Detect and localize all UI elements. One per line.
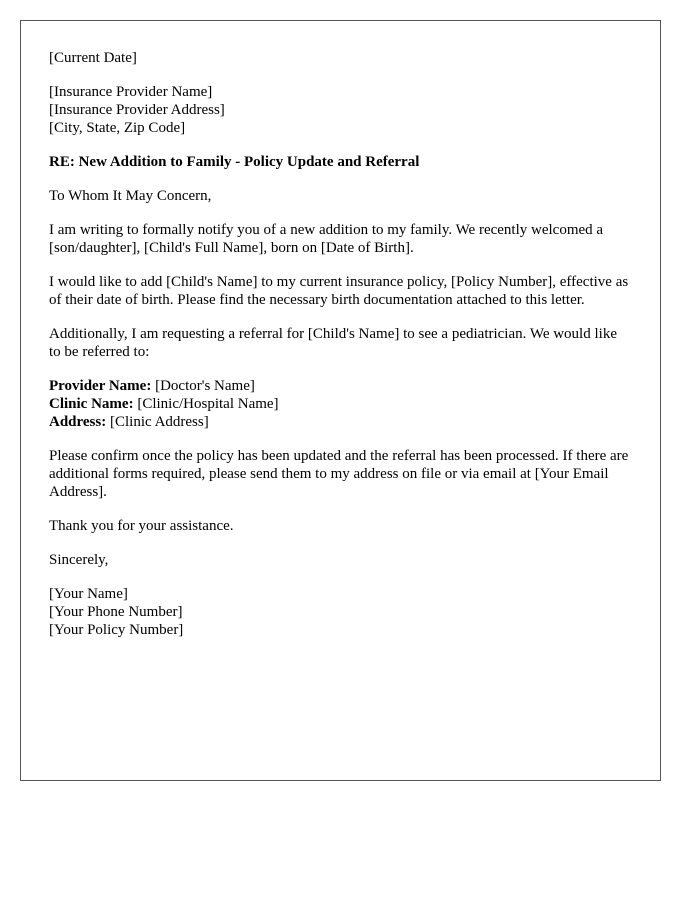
recipient-name: [Insurance Provider Name] (49, 84, 213, 100)
clinic-address-label: Address: (49, 414, 107, 430)
paragraph-notification: I am writing to formally notify you of a new addition to my family. We recently welcomed a [son/daughter], [Child's Full Name], born on [Date of Birth]. (49, 222, 604, 256)
closing: Sincerely, (49, 552, 109, 568)
paragraph-thanks: Thank you for your assistance. (49, 518, 234, 534)
paragraph-policy-addition: I would like to add [Child's Name] to my current insurance policy, [Policy Number], effective as of their date of birth. Please find the necessary birth documentation attached to this letter. (49, 274, 629, 308)
paragraph-confirmation: Please confirm once the policy has been updated and the referral has been processed. If there are additional forms required, please send them to my address on file or via email at [Your Email Address]. (49, 448, 629, 500)
provider-name-value: [Doctor's Name] (151, 378, 255, 394)
provider-name-label: Provider Name: (49, 378, 152, 394)
paragraph-referral-request: Additionally, I am requesting a referral for [Child's Name] to see a pediatrician. We would like to be referred to: (49, 326, 617, 360)
signature-policy-number: [Your Policy Number] (49, 622, 184, 638)
salutation: To Whom It May Concern, (49, 188, 212, 204)
recipient-city-state-zip: [City, State, Zip Code] (49, 120, 186, 136)
clinic-address-value: [Clinic Address] (106, 414, 209, 430)
referral-clinic-row (49, 395, 632, 413)
referral-details (49, 377, 632, 431)
recipient-address: [Insurance Provider Address] (49, 102, 225, 118)
signature-phone: [Your Phone Number] (49, 604, 183, 620)
subject-block (49, 153, 632, 171)
referral-provider-row (49, 377, 632, 395)
referral-address-row (49, 413, 632, 431)
letter-page (20, 20, 661, 781)
clinic-name-label: Clinic Name: (49, 396, 134, 412)
date-line (49, 49, 632, 67)
signature-name: [Your Name] (49, 586, 128, 602)
clinic-name-value: [Clinic/Hospital Name] (133, 396, 279, 412)
subject-line: RE: New Addition to Family - Policy Update and Referral (49, 154, 420, 170)
current-date: [Current Date] (49, 50, 137, 66)
recipient-address-block (49, 83, 632, 137)
signature-block (49, 585, 632, 639)
